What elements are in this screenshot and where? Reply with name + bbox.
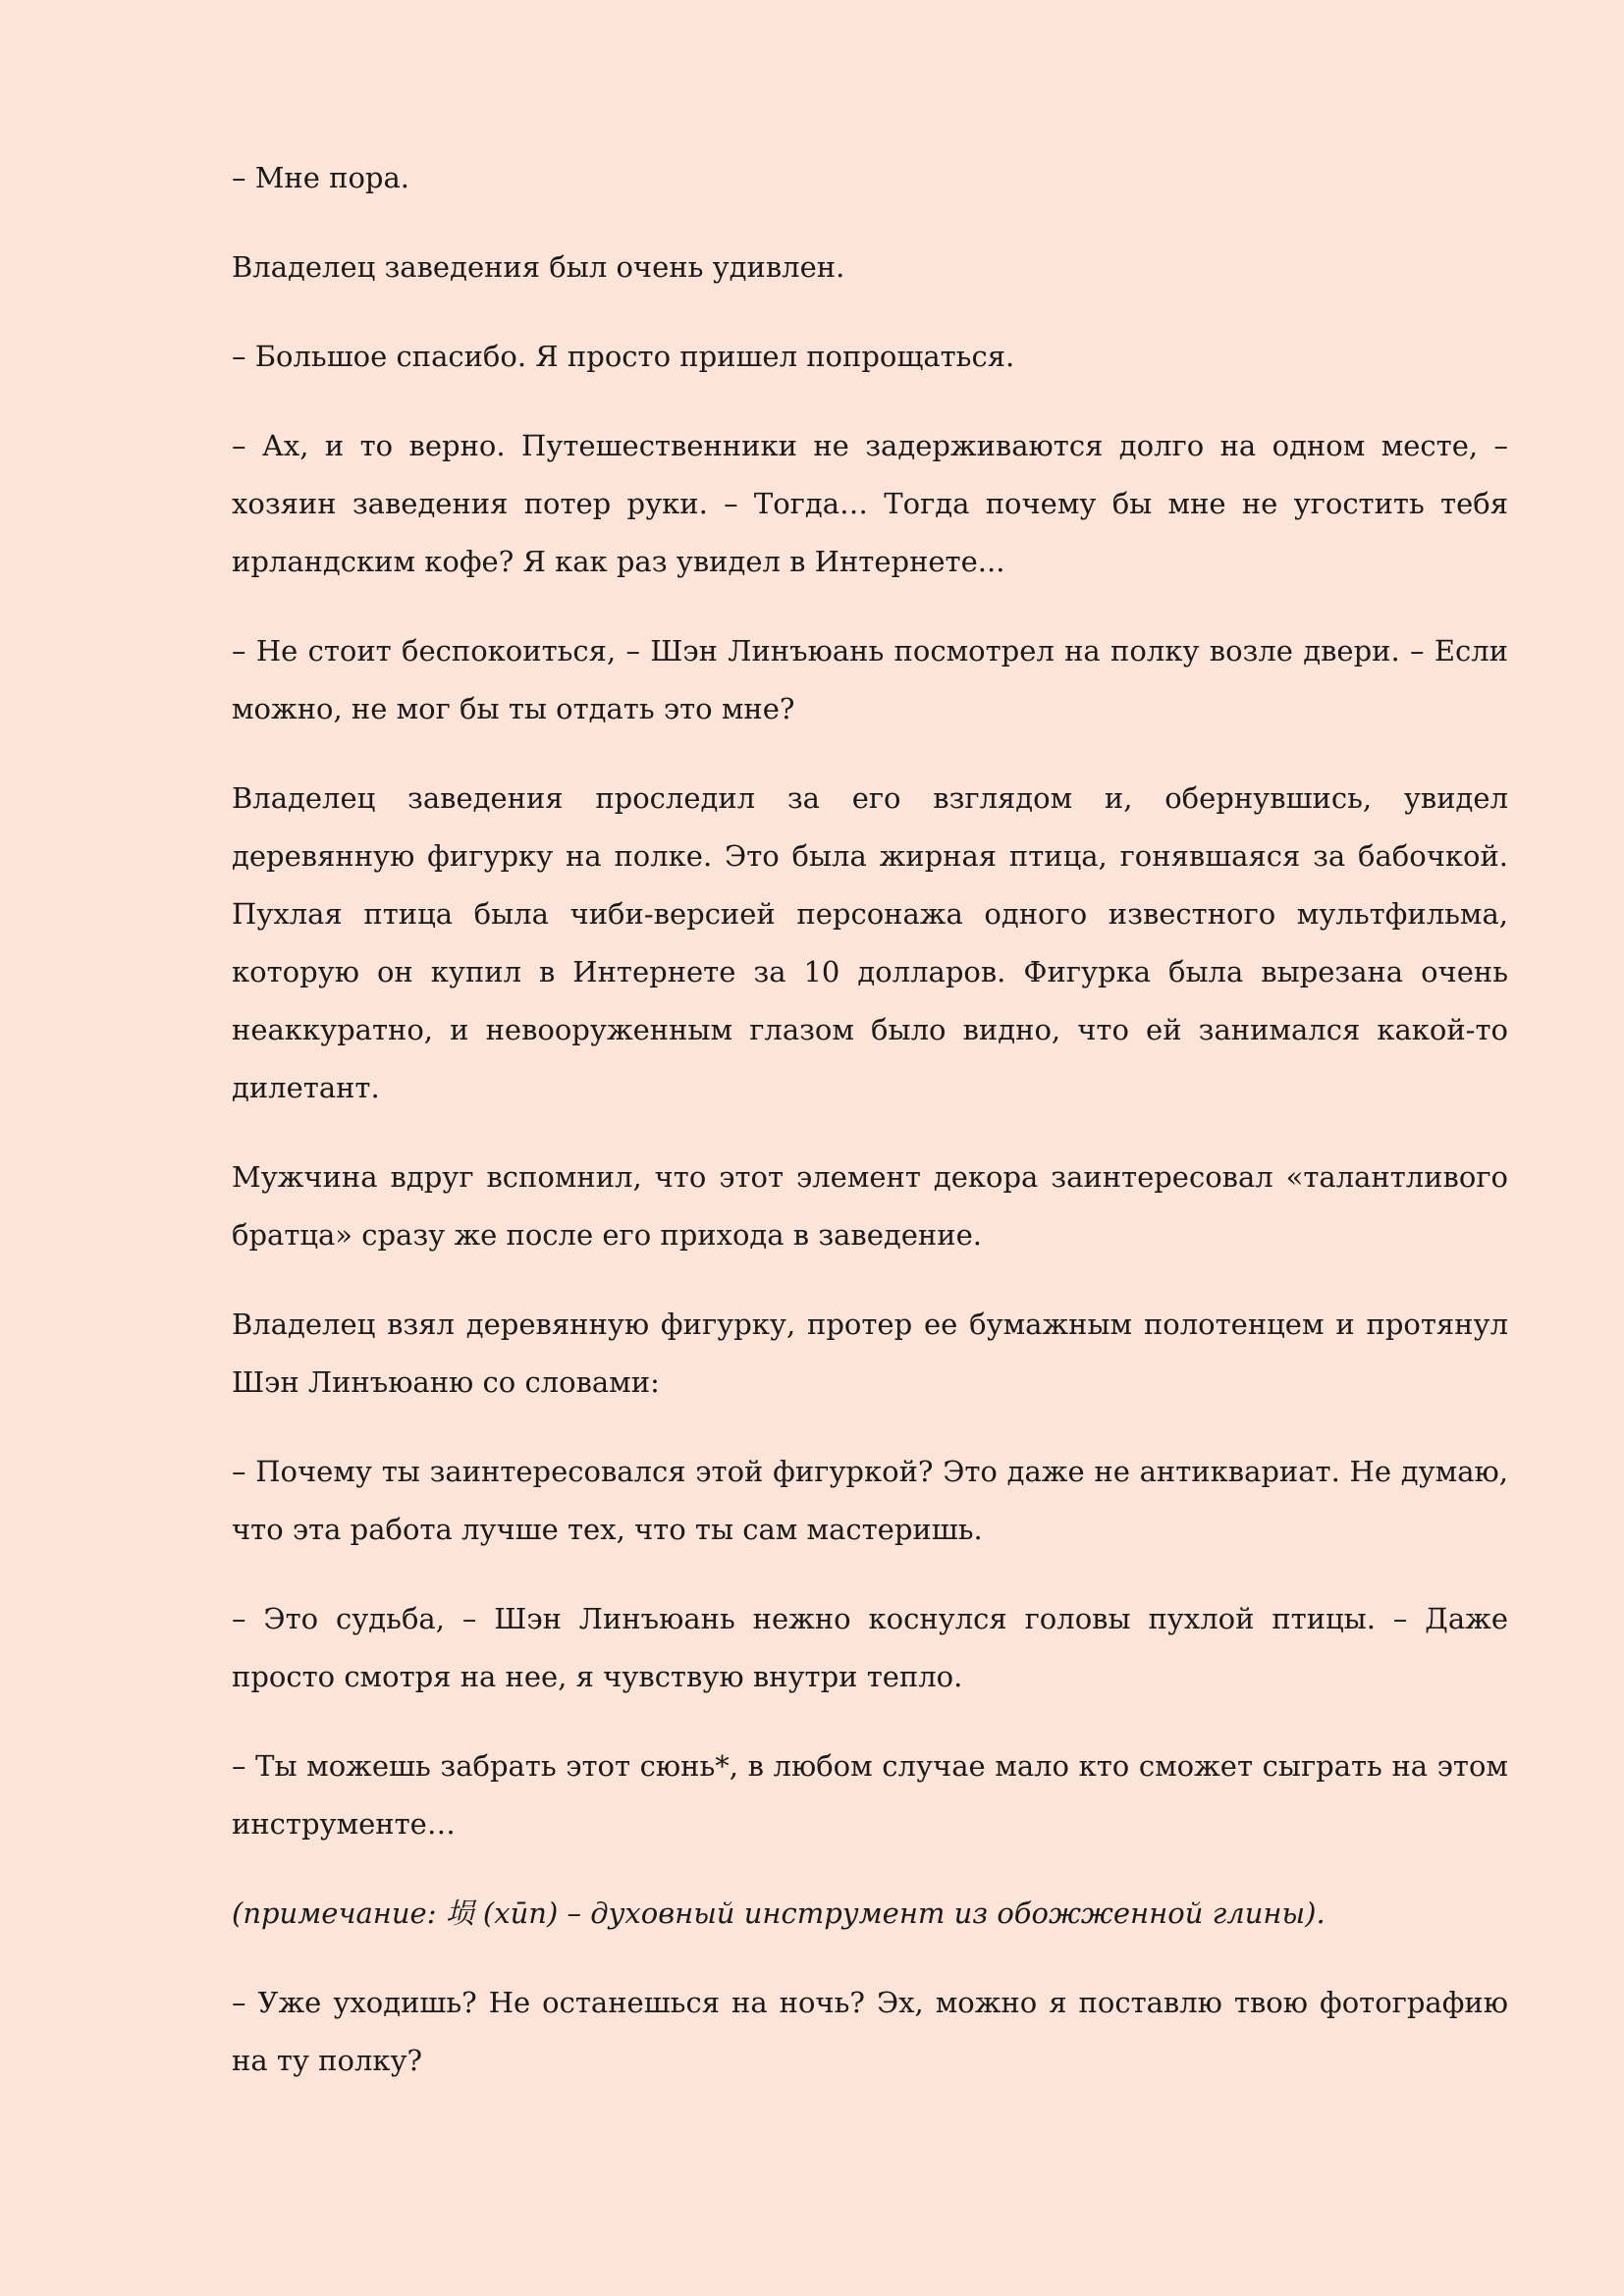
paragraph: – Мне пора. <box>232 161 409 194</box>
document-page <box>232 149 1508 2121</box>
paragraph: Владелец взял деревянную фигурку, протер ее бумажным полотенцем и протянул Шэн Линъюаню со словами: <box>232 1308 1508 1399</box>
footnote: (примечание: 埙 (xūn) – духовный инструмент из обожженной глины). <box>232 1896 1326 1930</box>
paragraph: – Ах, и то верно. Путешественники не задерживаются долго на одном месте, – хозяин заведения потер руки. – Тогда… Тогда почему бы мне не угостить тебя ирландским кофе? Я как раз увидел в Интернете... <box>232 429 1508 578</box>
paragraph: Владелец заведения проследил за его взглядом и, обернувшись, увидел деревянную фигурку на полке. Это была жирная птица, гонявшаяся за бабочкой. Пухлая птица была чиби-версией персонажа одного известного мультфильма, которую он купил в Интернете за 10 долларов. Фигурка была вырезана очень неаккуратно, и невооруженным глазом было видно, что ей занимался какой-то дилетант. <box>232 781 1508 1104</box>
paragraph: – Почему ты заинтересовался этой фигуркой? Это даже не антиквариат. Не думаю, что эта работа лучше тех, что ты сам мастеришь. <box>232 1455 1508 1546</box>
paragraph: – Ты можешь забрать этот сюнь*, в любом случае мало кто сможет сыграть на этом инструменте… <box>232 1749 1508 1841</box>
paragraph: Мужчина вдруг вспомнил, что этот элемент декора заинтересовал «талантливого братца» сразу же после его прихода в заведение. <box>232 1160 1508 1252</box>
paragraph: – Большое спасибо. Я просто пришел попрощаться. <box>232 340 1015 373</box>
paragraph: – Это судьба, – Шэн Линъюань нежно коснулся головы пухлой птицы. – Даже просто смотря на нее, я чувствую внутри тепло. <box>232 1602 1508 1693</box>
paragraph: Владелец заведения был очень удивлен. <box>232 250 845 284</box>
paragraph: – Уже уходишь? Не останешься на ночь? Эх, можно я поставлю твою фотографию на ту полку? <box>232 1986 1508 2077</box>
paragraph: – Не стоит беспокоиться, – Шэн Линъюань посмотрел на полку возле двери. – Если можно, не мог бы ты отдать это мне? <box>232 634 1508 725</box>
